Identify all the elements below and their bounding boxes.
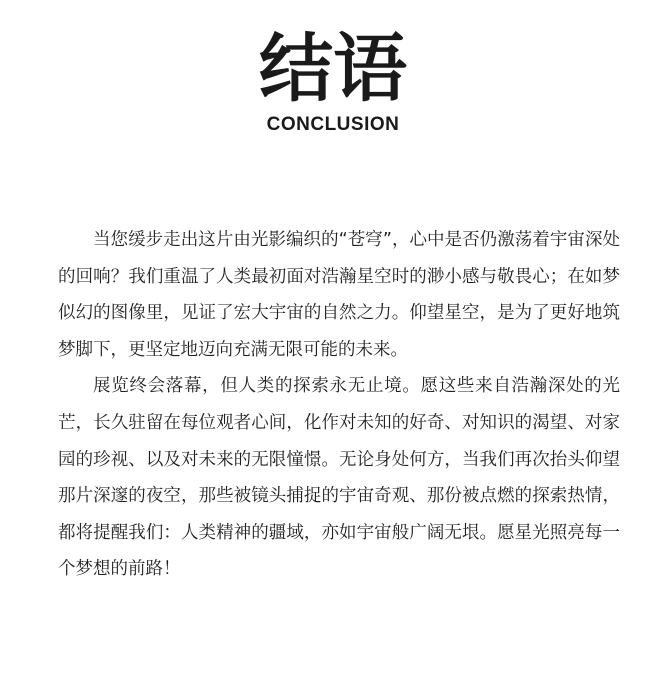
paragraph-1: 当您缓步走出这片由光影编织的“苍穹”，心中是否仍激荡着宇宙深处的回响？我们重温了人类最初面对浩瀚星空时的渺小感与敬畏心；在如梦似幻的图像里，见证了宏大宇宙的自然之力。仰望星空，是为了更好地筑梦脚下，更坚定地迈向充满无限可能的未来。	[58, 230, 620, 360]
body-text	[58, 222, 620, 588]
paragraph-2: 展览终会落幕，但人类的探索永无止境。愿这些来自浩瀚深处的光芒，长久驻留在每位观者心间，化作对未知的好奇、对知识的渴望、对家园的珍视、以及对未来的无限憧憬。无论身处何方，当我们再次抬头仰望那片深邃的夜空，那些被镜头捕捉的宇宙奇观、那份被点燃的探索热情，都将提醒我们：人类精神的疆域，亦如宇宙般广阔无垠。愿星光照亮每一个梦想的前路！	[58, 376, 620, 580]
title-block	[0, 28, 666, 136]
title-chinese: 结语	[259, 26, 407, 112]
title-english: CONCLUSION	[266, 114, 400, 135]
